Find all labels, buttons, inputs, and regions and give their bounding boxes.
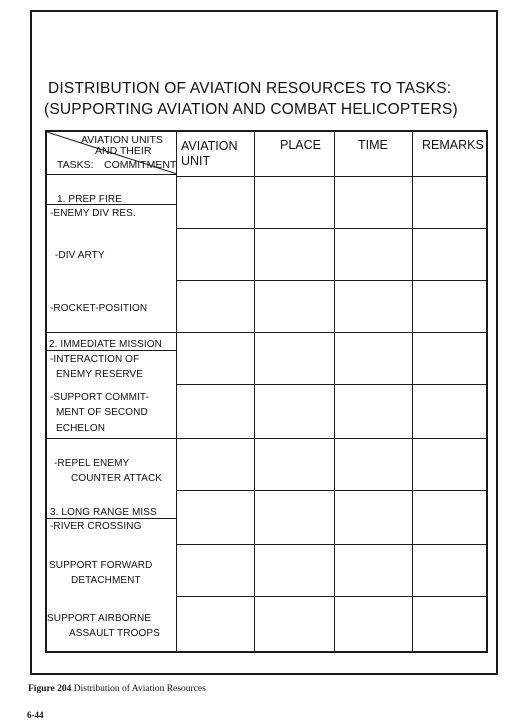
task-enemy-div-res: -ENEMY DIV RES.: [50, 208, 136, 219]
task-div-arty: -DIV ARTY: [55, 250, 105, 261]
row-rule-data-2: [176, 280, 488, 281]
col-divider-unit: [254, 132, 255, 653]
header-remarks: REMARKS: [422, 138, 484, 152]
task-repel-1: -REPEL ENEMY: [54, 458, 130, 469]
task-support-commit-2: MENT OF SECOND: [56, 407, 148, 418]
header-rule-data: [176, 176, 488, 177]
header-corner-bottom-left: TASKS:: [57, 159, 94, 171]
header-corner-top-1: AVIATION UNITS: [81, 134, 163, 146]
row-rule-immediate: [47, 350, 176, 351]
col-divider-tasks: [176, 132, 177, 653]
row-rule-section-2: [47, 332, 488, 333]
task-interaction-2: ENEMY RESERVE: [56, 369, 144, 380]
row-rule-data-3: [176, 384, 488, 385]
row-rule-data-6: [176, 544, 488, 545]
col-divider-time: [412, 132, 413, 653]
task-support-airborne-2: ASSAULT TROOPS: [69, 628, 160, 639]
header-place: PLACE: [280, 138, 321, 152]
header-aviation-unit-1: AVIATION: [181, 139, 238, 153]
resource-table: [45, 130, 488, 653]
header-time: TIME: [358, 138, 388, 152]
task-support-forward-2: DETACHMENT: [71, 575, 141, 586]
task-repel-2: COUNTER ATTACK: [71, 473, 163, 484]
page-title: DISTRIBUTION OF AVIATION RESOURCES TO TASKS:: [48, 80, 452, 97]
task-rocket-position: -ROCKET-POSITION: [50, 303, 148, 314]
row-rule-long-range: [47, 518, 176, 519]
row-rule-data-4: [47, 438, 488, 439]
row-rule-data-1: [176, 228, 488, 229]
figure-label: Figure 204: [28, 684, 72, 694]
header-aviation-unit-2: UNIT: [181, 154, 211, 168]
col-divider-place: [334, 132, 335, 653]
task-interaction-1: -INTERACTION OF: [50, 354, 140, 365]
header-corner-top-2: AND THEIR: [95, 145, 152, 157]
header-rule-tasks: [47, 174, 176, 175]
page-subtitle: (SUPPORTING AVIATION AND COMBAT HELICOPTERS): [44, 101, 458, 118]
task-long-range: 3. LONG RANGE MISS: [50, 507, 157, 518]
header-corner-bottom-right: COMMITMENT: [104, 159, 177, 171]
row-rule-data-5: [176, 490, 488, 491]
task-support-commit-1: -SUPPORT COMMIT-: [50, 392, 150, 403]
row-rule-data-7: [176, 596, 488, 597]
task-support-airborne-1: SUPPORT AIRBORNE: [47, 613, 152, 624]
task-river-crossing: -RIVER CROSSING: [50, 521, 142, 532]
figure-caption-text: Distribution of Aviation Resources: [71, 684, 206, 694]
page-number: 6-44: [27, 710, 44, 720]
task-support-commit-3: ECHELON: [56, 423, 106, 434]
task-prep-fire: 1. PREP FIRE: [57, 194, 122, 205]
task-immediate-mission: 2. IMMEDIATE MISSION: [49, 339, 162, 350]
task-support-forward-1: SUPPORT FORWARD: [49, 560, 153, 571]
figure-caption: [28, 684, 206, 694]
